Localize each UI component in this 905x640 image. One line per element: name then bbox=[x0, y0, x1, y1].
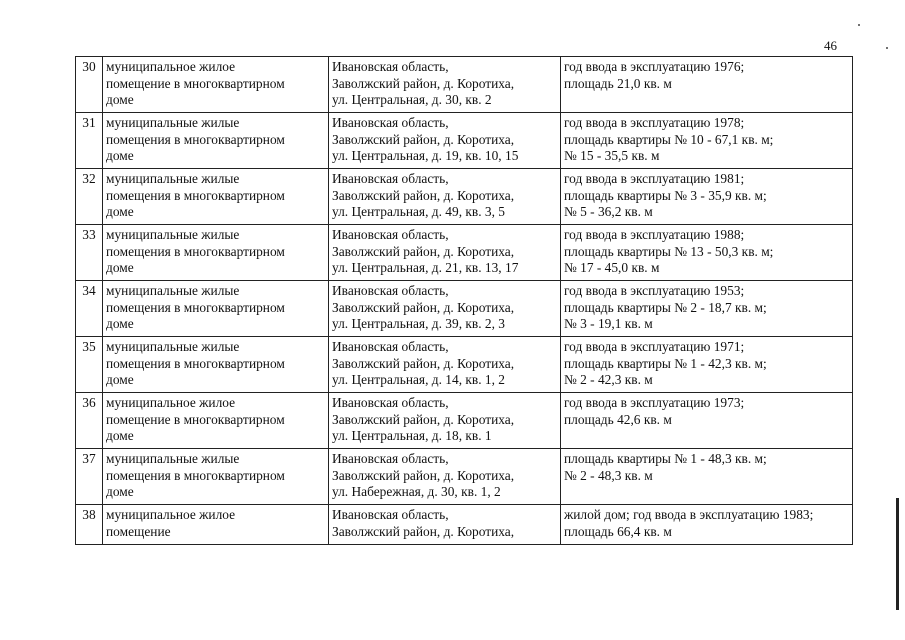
premises-type-cell bbox=[103, 393, 329, 449]
address-cell bbox=[329, 393, 561, 449]
details-line: № 15 - 35,5 кв. м bbox=[564, 148, 660, 163]
premises-type-line: помещение в многоквартирном bbox=[106, 411, 285, 427]
premises-type-line: помещения в многоквартирном bbox=[106, 467, 285, 483]
details-line: площадь 21,0 кв. м bbox=[564, 75, 672, 91]
address-line: Ивановская область, bbox=[332, 171, 449, 186]
details-line: год ввода в эксплуатацию 1973; bbox=[564, 395, 745, 410]
address-cell bbox=[329, 169, 561, 225]
address-cell bbox=[329, 337, 561, 393]
address-line: Заволжский район, д. Коротиха, bbox=[332, 75, 515, 91]
table-row bbox=[76, 505, 853, 545]
details-line: год ввода в эксплуатацию 1978; bbox=[564, 115, 745, 130]
premises-type-line: муниципальные жилые bbox=[106, 283, 240, 298]
address-cell bbox=[329, 113, 561, 169]
premises-type-cell bbox=[103, 337, 329, 393]
premises-type-cell bbox=[103, 449, 329, 505]
row-number: 34 bbox=[76, 281, 103, 337]
row-number: 32 bbox=[76, 169, 103, 225]
premises-type-line: помещение в многоквартирном bbox=[106, 75, 285, 91]
address-line: ул. Центральная, д. 21, кв. 13, 17 bbox=[332, 260, 519, 275]
details-line: № 2 - 42,3 кв. м bbox=[564, 372, 653, 387]
premises-type-cell bbox=[103, 113, 329, 169]
address-line: Ивановская область, bbox=[332, 115, 449, 130]
address-line: Заволжский район, д. Коротиха, bbox=[332, 243, 515, 259]
details-line: год ввода в эксплуатацию 1971; bbox=[564, 339, 745, 354]
address-cell bbox=[329, 505, 561, 545]
premises-type-line: муниципальные жилые bbox=[106, 227, 240, 242]
premises-type-line: помещения в многоквартирном bbox=[106, 131, 285, 147]
table-row bbox=[76, 169, 853, 225]
premises-type-line: помещения в многоквартирном bbox=[106, 187, 285, 203]
address-cell bbox=[329, 57, 561, 113]
details-line: площадь 42,6 кв. м bbox=[564, 411, 672, 427]
address-line: Ивановская область, bbox=[332, 339, 449, 354]
premises-type-line: доме bbox=[106, 372, 134, 387]
premises-type-line: муниципальные жилые bbox=[106, 339, 240, 354]
premises-type-line: доме bbox=[106, 148, 134, 163]
address-line: ул. Центральная, д. 19, кв. 10, 15 bbox=[332, 148, 519, 163]
address-line: Ивановская область, bbox=[332, 59, 449, 74]
premises-type-line: доме bbox=[106, 204, 134, 219]
details-line: № 17 - 45,0 кв. м bbox=[564, 260, 660, 275]
address-cell bbox=[329, 449, 561, 505]
address-line: Заволжский район, д. Коротиха, bbox=[332, 131, 515, 147]
details-cell bbox=[561, 337, 853, 393]
row-number: 37 bbox=[76, 449, 103, 505]
details-line: площадь квартиры № 10 - 67,1 кв. м; bbox=[564, 131, 774, 147]
premises-type-line: доме bbox=[106, 316, 134, 331]
premises-type-cell bbox=[103, 57, 329, 113]
premises-type-cell bbox=[103, 505, 329, 545]
details-cell bbox=[561, 113, 853, 169]
table-row bbox=[76, 337, 853, 393]
table-row bbox=[76, 113, 853, 169]
address-line: ул. Центральная, д. 14, кв. 1, 2 bbox=[332, 372, 505, 387]
page-number: 46 bbox=[824, 38, 837, 53]
details-line: № 5 - 36,2 кв. м bbox=[564, 204, 653, 219]
premises-type-line: муниципальное жилое bbox=[106, 59, 236, 74]
address-line: Заволжский район, д. Коротиха, bbox=[332, 467, 515, 483]
premises-type-line: помещение bbox=[106, 523, 171, 539]
scan-speck bbox=[886, 47, 888, 49]
details-line: № 3 - 19,1 кв. м bbox=[564, 316, 653, 331]
details-line: год ввода в эксплуатацию 1988; bbox=[564, 227, 745, 242]
row-number: 35 bbox=[76, 337, 103, 393]
address-line: ул. Центральная, д. 49, кв. 3, 5 bbox=[332, 204, 505, 219]
address-line: Заволжский район, д. Коротиха, bbox=[332, 355, 515, 371]
details-line: № 2 - 48,3 кв. м bbox=[564, 467, 653, 483]
details-line: площадь 66,4 кв. м bbox=[564, 523, 672, 539]
premises-type-cell bbox=[103, 225, 329, 281]
premises-type-line: доме bbox=[106, 92, 134, 107]
premises-type-line: доме bbox=[106, 428, 134, 443]
premises-type-line: муниципальные жилые bbox=[106, 115, 240, 130]
premises-type-line: муниципальные жилые bbox=[106, 451, 240, 466]
details-cell bbox=[561, 281, 853, 337]
details-line: площадь квартиры № 1 - 48,3 кв. м; bbox=[564, 451, 767, 466]
premises-type-line: доме bbox=[106, 484, 134, 499]
address-line: Заволжский район, д. Коротиха, bbox=[332, 187, 515, 203]
premises-type-line: муниципальные жилые bbox=[106, 171, 240, 186]
details-cell bbox=[561, 393, 853, 449]
details-line: год ввода в эксплуатацию 1981; bbox=[564, 171, 745, 186]
details-line: площадь квартиры № 2 - 18,7 кв. м; bbox=[564, 299, 767, 315]
table-row bbox=[76, 281, 853, 337]
registry-table-body bbox=[76, 57, 853, 545]
address-line: ул. Центральная, д. 30, кв. 2 bbox=[332, 92, 492, 107]
row-number: 30 bbox=[76, 57, 103, 113]
details-line: площадь квартиры № 3 - 35,9 кв. м; bbox=[564, 187, 767, 203]
address-line: Заволжский район, д. Коротиха, bbox=[332, 411, 515, 427]
row-number: 36 bbox=[76, 393, 103, 449]
address-line: ул. Центральная, д. 18, кв. 1 bbox=[332, 428, 492, 443]
table-row bbox=[76, 393, 853, 449]
table-row bbox=[76, 57, 853, 113]
address-cell bbox=[329, 225, 561, 281]
property-registry-table bbox=[75, 56, 853, 545]
details-cell bbox=[561, 505, 853, 545]
details-cell bbox=[561, 169, 853, 225]
premises-type-line: муниципальное жилое bbox=[106, 395, 236, 410]
details-cell bbox=[561, 225, 853, 281]
premises-type-cell bbox=[103, 169, 329, 225]
details-line: год ввода в эксплуатацию 1953; bbox=[564, 283, 745, 298]
details-line: площадь квартиры № 1 - 42,3 кв. м; bbox=[564, 355, 767, 371]
details-line: жилой дом; год ввода в эксплуатацию 1983; bbox=[564, 507, 814, 522]
details-cell bbox=[561, 57, 853, 113]
address-line: ул. Центральная, д. 39, кв. 2, 3 bbox=[332, 316, 505, 331]
row-number: 31 bbox=[76, 113, 103, 169]
details-line: год ввода в эксплуатацию 1976; bbox=[564, 59, 745, 74]
premises-type-line: муниципальное жилое bbox=[106, 507, 236, 522]
premises-type-line: помещения в многоквартирном bbox=[106, 243, 285, 259]
details-line: площадь квартиры № 13 - 50,3 кв. м; bbox=[564, 243, 774, 259]
address-line: Ивановская область, bbox=[332, 451, 449, 466]
address-line: Ивановская область, bbox=[332, 395, 449, 410]
scan-edge-mark bbox=[896, 498, 899, 610]
details-cell bbox=[561, 449, 853, 505]
scan-speck bbox=[858, 24, 860, 26]
premises-type-line: помещения в многоквартирном bbox=[106, 299, 285, 315]
premises-type-line: доме bbox=[106, 260, 134, 275]
premises-type-line: помещения в многоквартирном bbox=[106, 355, 285, 371]
table-row bbox=[76, 225, 853, 281]
table-row bbox=[76, 449, 853, 505]
row-number: 38 bbox=[76, 505, 103, 545]
address-line: Ивановская область, bbox=[332, 227, 449, 242]
premises-type-cell bbox=[103, 281, 329, 337]
address-line: Заволжский район, д. Коротиха, bbox=[332, 299, 515, 315]
address-cell bbox=[329, 281, 561, 337]
address-line: ул. Набережная, д. 30, кв. 1, 2 bbox=[332, 484, 501, 499]
address-line: Заволжский район, д. Коротиха, bbox=[332, 523, 515, 539]
row-number: 33 bbox=[76, 225, 103, 281]
address-line: Ивановская область, bbox=[332, 283, 449, 298]
address-line: Ивановская область, bbox=[332, 507, 449, 522]
